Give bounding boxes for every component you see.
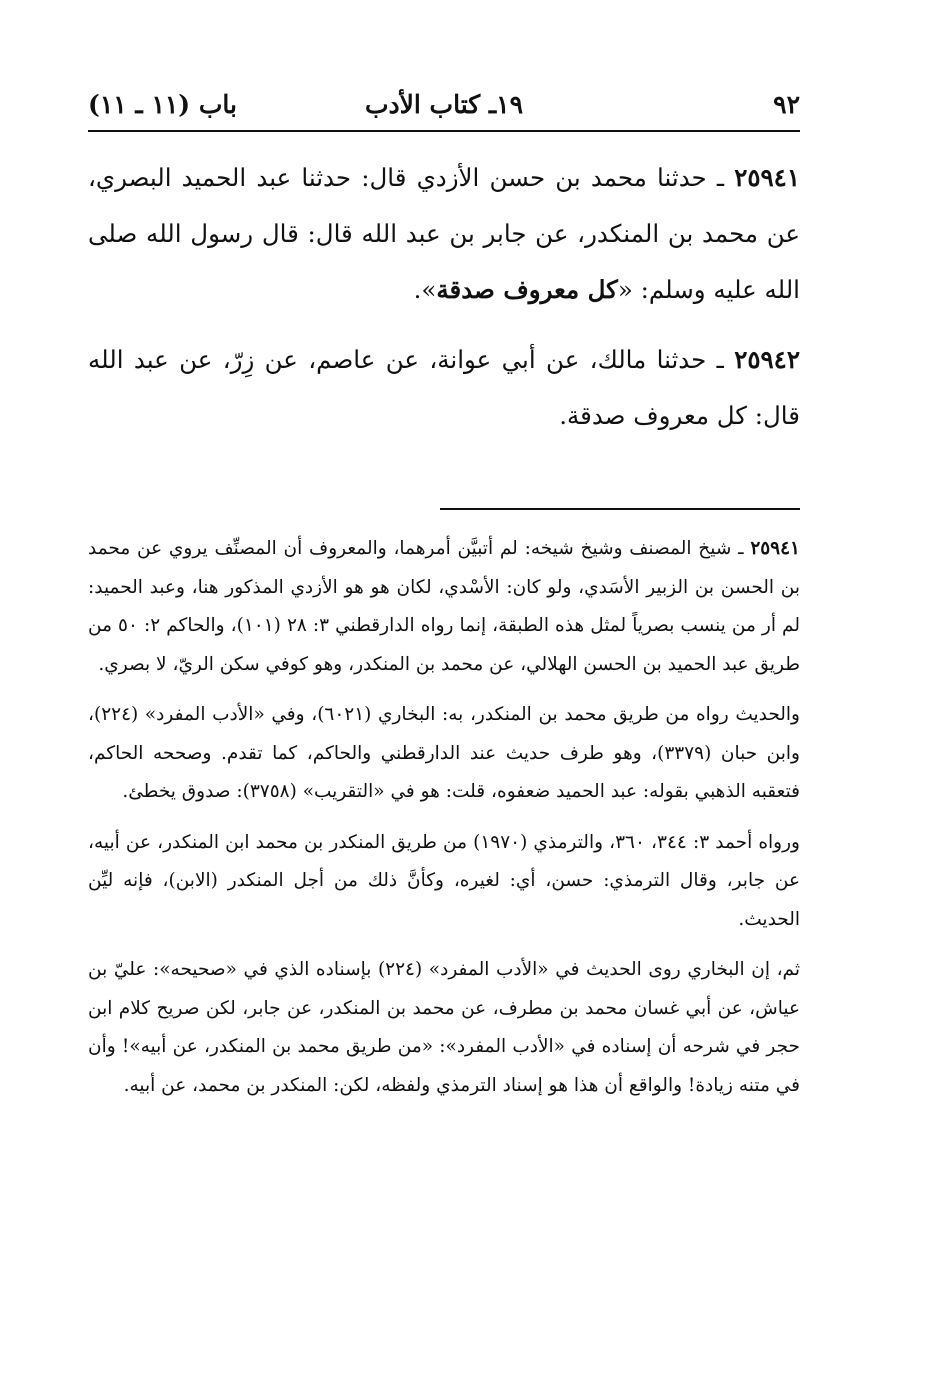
footnote-1 — [88, 530, 800, 684]
footnote-2: والحديث رواه من طريق محمد بن المنكدر، به: البخاري (٦٠٢١)، وفي «الأدب المفرد» (٢٢٤)، وابن حبان (٣٣٧٩)، وهو طرف حديث عند الدارقطني والحاكم، كما تقدم. وصححه الحاكم، فتعقبه الذهبي بقوله: عبد الحميد ضعفوه، قلت: هو في «التقريب» (٣٧٥٨): صدوق يخطئ. — [88, 704, 800, 802]
hadith-text: ـ حدثنا مالك، عن أبي عوانة، عن عاصم، عن زِرّ، عن عبد الله قال: كل معروف صدقة. — [88, 345, 800, 430]
chapter-label: باب (١١ ـ ١١) — [88, 90, 237, 119]
hadith-25941 — [88, 150, 800, 318]
hadith-text-end: ». — [413, 275, 437, 304]
hadith-25942 — [88, 332, 800, 444]
page-number: ٩٢ — [773, 90, 800, 119]
hadith-text: ـ حدثنا محمد بن حسن الأزدي قال: حدثنا عبد الحميد البصري، عن محمد بن المنكدر، عن جابر بن عبد الله قال: قال رسول الله صلى الله عليه وسلم: « — [88, 163, 800, 304]
footnote-4: ثم، إن البخاري روى الحديث في «الأدب المفرد» (٢٢٤) بإسناده الذي في «صحيحه»: عليّ بن عياش، عن أبي غسان محمد بن مطرف، عن محمد بن المنكدر، عن جابر، لكن صريح كلام ابن حجر في شرحه أن إسناده في «الأدب المفرد»: «من طريق محمد بن المنكدر، عن أبيه»! وأن في متنه زيادة! والواقع أن هذا هو إسناد الترمذي ولفظه، لكن: المنكدر بن محمد، عن أبيه. — [88, 959, 800, 1096]
footnote-number: ٢٥٩٤١ — [750, 538, 800, 559]
footnotes — [88, 530, 800, 1117]
hadith-number: ٢٥٩٤٢ — [734, 345, 800, 374]
book-page — [88, 78, 800, 1338]
page-header — [88, 78, 800, 132]
hadith-number: ٢٥٩٤١ — [734, 163, 800, 192]
footnote-3: ورواه أحمد ٣: ٣٤٤، ٣٦٠، والترمذي (١٩٧٠) من طريق المنكدر بن محمد ابن المنكدر، عن أبيه، عن جابر، وقال الترمذي: حسن، أي: لغيره، وكأنَّ ذلك من أجل المنكدر (الابن)، فإنه ليِّن الحديث. — [88, 831, 800, 930]
book-title: ١٩ـ كتاب الأدب — [364, 90, 524, 119]
footnote-text: ـ شيخ المصنف وشيخ شيخه: لم أتبيَّن أمرهما، والمعروف أن المصنِّف يروي عن محمد بن الحسن بن الزبير الأسَدي، ولو كان: الأسْدي، لكان هو هو الأزدي المذكور هنا، وعبد الحميد: لم أر من ينسب بصرياً لمثل هذه الطبقة، إنما رواه الدارقطني ٣: ٢٨ (١٠١)، والحاكم ٢: ٥٠ من طريق عبد الحميد بن الحسن الهلالي، عن محمد بن المنكدر، وهو كوفي سكن الريّ، لا بصري. — [88, 538, 801, 675]
footnote-divider — [440, 508, 800, 510]
hadith-quote: كل معروف صدقة — [436, 275, 618, 304]
